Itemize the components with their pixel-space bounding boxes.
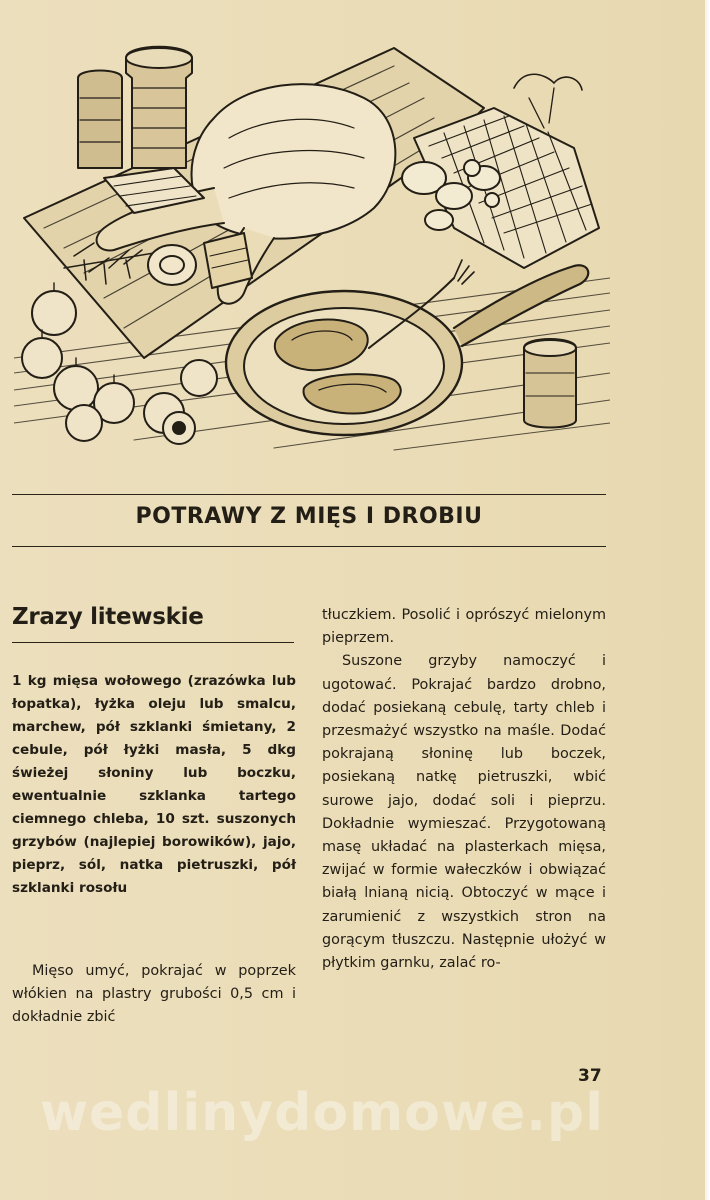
ingredients-list: 1 kg mięsa wołowego (zrazówka lub łopatka), łyżka oleju lub smalcu, marchew, pół szklanki śmietany, 2 cebule, pół łyżki masła, 5 dkg świeżej słoniny lub boczku, ewentualnie szklanka tartego ciemnego chleba, 10 szt. suszonych grzybów (najlepiej borowików), jajo, pieprz, sól, natka pietruszki, pół szklanki rosołu — [12, 673, 296, 896]
kitchen-illustration — [14, 28, 610, 460]
page-edge — [705, 0, 710, 1200]
right-column — [322, 604, 606, 975]
recipe-title-rule — [12, 642, 294, 643]
section-rule-top — [12, 494, 606, 495]
recipe-paragraph-1-start: Mięso umyć, pokrajać w poprzek włókien na plastry grubości 0,5 cm i dokładnie zbić — [12, 963, 296, 1026]
section-rule-bottom — [12, 546, 606, 547]
recipe-paragraph-1-end: tłuczkiem. Posolić i oprószyć mielonym pieprzem. — [322, 607, 606, 647]
section-title: POTRAWY Z MIĘS I DROBIU — [135, 504, 483, 529]
recipe-paragraph-2: Suszone grzyby namoczyć i ugotować. Pokrajać bardzo drobno, dodać posiekaną cebulę, tarty chleb i przesmażyć wszystko na maśle. Dodać pokrajaną słoninę lub boczek, posiekaną natkę pietruszki, wbić surowe jajo, dodać soli i pieprzu. Dokładnie wymieszać. Przygotowaną masę układać na plasterkach mięsa, zwijać w formie wałeczków i obwiązać białą lnianą nicią. Obtoczyć w mące i zarumienić z wszystkich stron na gorącym tłuszczu. Następnie ułożyć w płytkim garnku, zalać ro- — [322, 653, 606, 972]
page-number: 37 — [578, 1066, 602, 1086]
watermark-text: wedlinydomowe.pl — [40, 1083, 605, 1143]
recipe-title: Zrazy litewskie — [12, 604, 204, 630]
